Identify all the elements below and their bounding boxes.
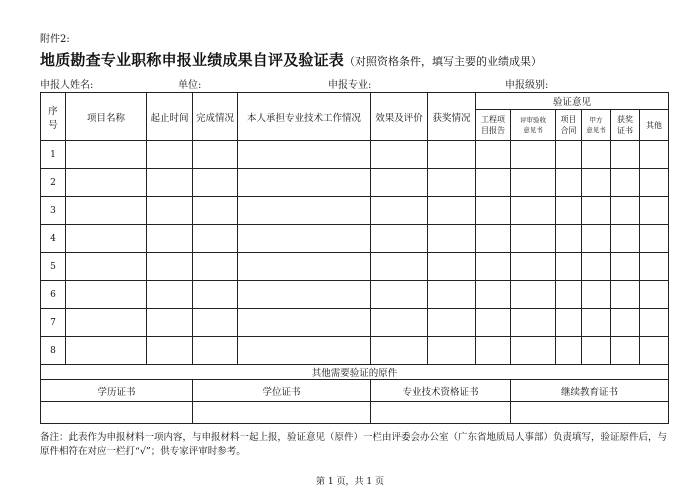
cell-check-certificate[interactable]	[611, 169, 640, 197]
header-award-certificate: 获奖 证书	[611, 110, 640, 141]
cell-check-other[interactable]	[640, 169, 669, 197]
header-period: 起止时间	[147, 93, 193, 141]
cell-award[interactable]	[428, 253, 476, 281]
cell-check-other[interactable]	[640, 197, 669, 225]
table-row	[41, 225, 669, 253]
cell-period[interactable]	[147, 225, 193, 253]
cell-check-review[interactable]	[511, 281, 556, 309]
cell-check-certificate[interactable]	[611, 309, 640, 337]
cell-work[interactable]	[238, 225, 371, 253]
cell-check-contract[interactable]	[556, 169, 582, 197]
row-number: 5	[41, 253, 66, 281]
performance-table	[40, 92, 669, 424]
specialty-label: 申报专业:	[328, 80, 372, 91]
cell-completion[interactable]	[193, 197, 238, 225]
cell-effect[interactable]	[371, 197, 428, 225]
cell-check-contract[interactable]	[556, 281, 582, 309]
cell-check-contract[interactable]	[556, 141, 582, 169]
table-row	[41, 197, 669, 225]
cell-check-party[interactable]	[582, 197, 611, 225]
row-number: 8	[41, 337, 66, 365]
cell-effect[interactable]	[371, 141, 428, 169]
cell-check-contract[interactable]	[556, 337, 582, 365]
cell-check-other[interactable]	[640, 225, 669, 253]
cell-check-report[interactable]	[476, 337, 511, 365]
cell-award[interactable]	[428, 281, 476, 309]
cell-check-review[interactable]	[511, 309, 556, 337]
cell-check-report[interactable]	[476, 141, 511, 169]
cell-check-party[interactable]	[582, 141, 611, 169]
cell-project-name[interactable]	[66, 197, 147, 225]
table-row	[41, 337, 669, 365]
footnote: 备注：此表作为申报材料一项内容，与申报材料一起上报，验证意见（原件）一栏由评委会办公室（广东省地质局人事部）负责填写，验证原件后，与原件相符在对应一栏打“√”；供专家评审时参考。	[40, 432, 668, 457]
cell-check-review[interactable]	[511, 253, 556, 281]
cell-check-other[interactable]	[640, 337, 669, 365]
cell-work[interactable]	[238, 197, 371, 225]
cell-completion[interactable]	[193, 309, 238, 337]
header-completion: 完成情况	[193, 93, 238, 141]
header-verification: 验证意见	[476, 93, 669, 110]
row-number: 6	[41, 281, 66, 309]
cell-completion[interactable]	[193, 225, 238, 253]
row-number: 7	[41, 309, 66, 337]
cell-completion[interactable]	[193, 169, 238, 197]
cell-completion[interactable]	[193, 253, 238, 281]
form-title	[40, 49, 680, 70]
cell-work[interactable]	[238, 169, 371, 197]
cell-check-certificate[interactable]	[611, 197, 640, 225]
cell-completion[interactable]	[193, 141, 238, 169]
cell-project-name[interactable]	[66, 169, 147, 197]
table-row	[41, 141, 669, 169]
cell-check-party[interactable]	[582, 281, 611, 309]
cell-award[interactable]	[428, 169, 476, 197]
cell-work[interactable]	[238, 141, 371, 169]
cell-period[interactable]	[147, 169, 193, 197]
cell-check-review[interactable]	[511, 337, 556, 365]
cell-check-report[interactable]	[476, 225, 511, 253]
cell-effect[interactable]	[371, 337, 428, 365]
cell-award[interactable]	[428, 225, 476, 253]
cell-check-certificate[interactable]	[611, 225, 640, 253]
cell-check-contract[interactable]	[556, 225, 582, 253]
cell-check-party[interactable]	[582, 253, 611, 281]
header-work: 本人承担专业技术工作情况	[238, 93, 371, 141]
level-label: 申报级别:	[505, 80, 549, 91]
header-review-opinion: 评审验收 意见书	[511, 110, 556, 141]
header-project-name: 项目名称	[66, 93, 147, 141]
qualification-certificate-label: 专业技术资格证书	[371, 380, 511, 402]
cell-work[interactable]	[238, 253, 371, 281]
header-party-opinion: 甲方 意见书	[582, 110, 611, 141]
cell-effect[interactable]	[371, 309, 428, 337]
cell-project-name[interactable]	[66, 309, 147, 337]
header-award: 获奖情况	[428, 93, 476, 141]
cell-effect[interactable]	[371, 253, 428, 281]
cell-check-review[interactable]	[511, 169, 556, 197]
cell-completion[interactable]	[193, 337, 238, 365]
attachment-label: 附件2:	[40, 34, 70, 45]
table-row	[41, 281, 669, 309]
cell-work[interactable]	[238, 337, 371, 365]
cell-check-contract[interactable]	[556, 309, 582, 337]
cell-check-certificate[interactable]	[611, 253, 640, 281]
cell-work[interactable]	[238, 309, 371, 337]
cell-check-certificate[interactable]	[611, 281, 640, 309]
cell-check-report[interactable]	[476, 197, 511, 225]
cell-check-party[interactable]	[582, 169, 611, 197]
cell-check-review[interactable]	[511, 225, 556, 253]
cell-period[interactable]	[147, 197, 193, 225]
cell-period[interactable]	[147, 281, 193, 309]
cell-period[interactable]	[147, 141, 193, 169]
table-row	[41, 309, 669, 337]
cell-project-name[interactable]	[66, 225, 147, 253]
continuing-education-check[interactable]	[511, 402, 669, 424]
cell-check-party[interactable]	[582, 309, 611, 337]
header-project-report: 工程项 目报告	[476, 110, 511, 141]
cell-check-other[interactable]	[640, 309, 669, 337]
cell-project-name[interactable]	[66, 281, 147, 309]
row-number: 4	[41, 225, 66, 253]
header-other: 其他	[640, 110, 669, 141]
other-documents-header: 其他需要验证的原件	[41, 365, 669, 380]
qualification-certificate-check[interactable]	[371, 402, 511, 424]
cell-project-name[interactable]	[66, 253, 147, 281]
row-number: 1	[41, 141, 66, 169]
cell-effect[interactable]	[371, 225, 428, 253]
cell-effect[interactable]	[371, 169, 428, 197]
cell-award[interactable]	[428, 309, 476, 337]
page-number: 第 1 页，共 1 页	[316, 477, 384, 487]
cell-check-other[interactable]	[640, 141, 669, 169]
row-number: 2	[41, 169, 66, 197]
cell-project-name[interactable]	[66, 141, 147, 169]
academic-degree-check[interactable]	[193, 402, 371, 424]
cell-check-other[interactable]	[640, 281, 669, 309]
cell-check-party[interactable]	[582, 225, 611, 253]
cell-check-review[interactable]	[511, 197, 556, 225]
cell-period[interactable]	[147, 253, 193, 281]
cell-check-report[interactable]	[476, 309, 511, 337]
cell-check-report[interactable]	[476, 281, 511, 309]
cell-check-contract[interactable]	[556, 197, 582, 225]
cell-period[interactable]	[147, 337, 193, 365]
cell-check-contract[interactable]	[556, 253, 582, 281]
table-row	[41, 253, 669, 281]
cell-check-certificate[interactable]	[611, 337, 640, 365]
cell-check-other[interactable]	[640, 253, 669, 281]
cell-effect[interactable]	[371, 281, 428, 309]
cell-award[interactable]	[428, 197, 476, 225]
cell-check-party[interactable]	[582, 337, 611, 365]
page-title: 地质勘查专业职称申报业绩成果自评及验证表	[40, 51, 345, 69]
degree-certificate-label: 学历证书	[41, 380, 193, 402]
cell-check-report[interactable]	[476, 169, 511, 197]
continuing-education-label: 继续教育证书	[511, 380, 669, 402]
degree-certificate-check[interactable]	[41, 402, 193, 424]
cell-check-review[interactable]	[511, 141, 556, 169]
cell-award[interactable]	[428, 337, 476, 365]
cell-work[interactable]	[238, 281, 371, 309]
header-effect: 效果及评价	[371, 93, 428, 141]
cell-award[interactable]	[428, 141, 476, 169]
academic-degree-label: 学位证书	[193, 380, 371, 402]
row-number: 3	[41, 197, 66, 225]
header-seq: 序 号	[41, 93, 66, 141]
cell-check-report[interactable]	[476, 253, 511, 281]
cell-project-name[interactable]	[66, 337, 147, 365]
cell-check-certificate[interactable]	[611, 141, 640, 169]
cell-completion[interactable]	[193, 281, 238, 309]
title-note: （对照资格条件，填写主要的业绩成果）	[344, 55, 543, 68]
header-project-contract: 项目 合同	[556, 110, 582, 141]
unit-label: 单位:	[178, 80, 202, 91]
table-row	[41, 169, 669, 197]
cell-period[interactable]	[147, 309, 193, 337]
applicant-name-label: 申报人姓名:	[40, 80, 94, 91]
